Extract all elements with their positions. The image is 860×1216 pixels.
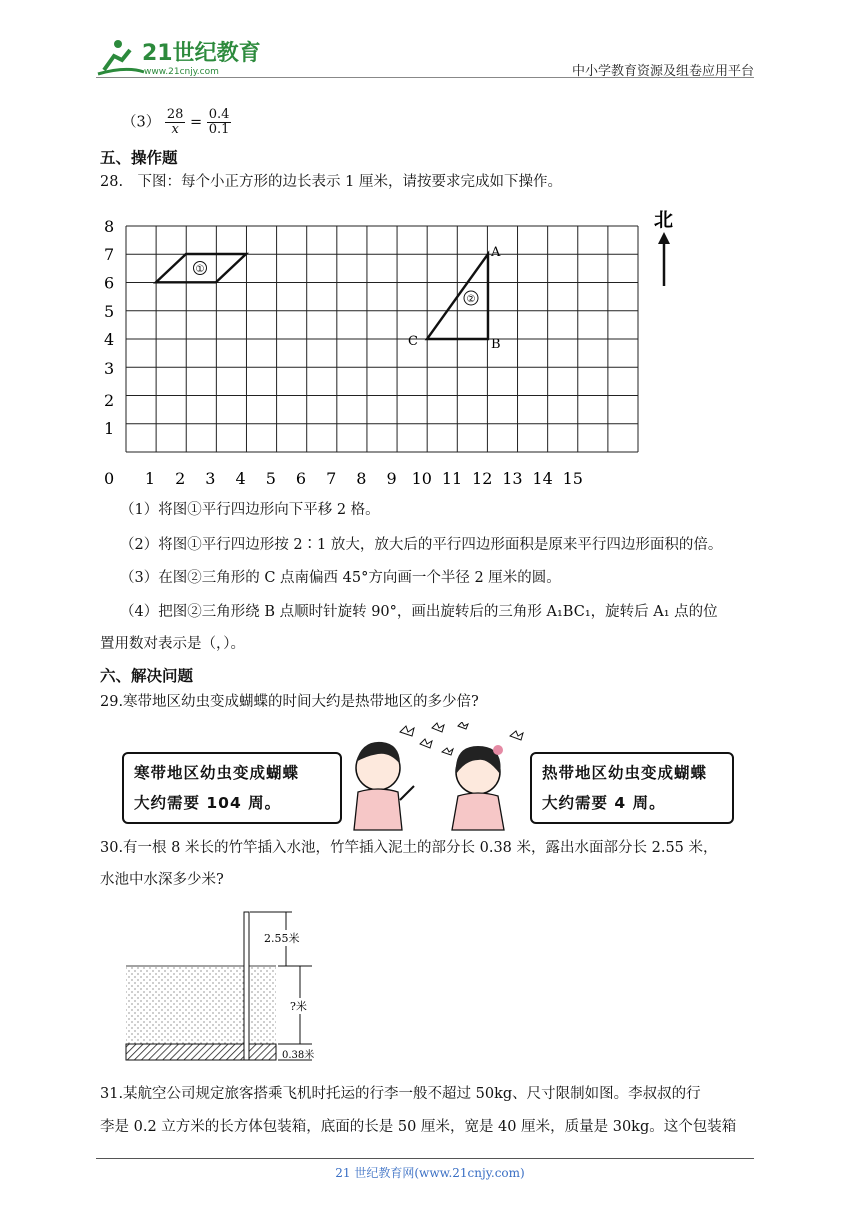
fraction-right: $\frac{0.4}{0.1}$ [208,107,230,137]
q27-label: （3） [122,114,161,131]
logo-title: 21世纪教育 [142,41,261,66]
bamboo-pole [244,912,249,1060]
x-tick-label: 12 [472,469,493,488]
x-tick-label: 11 [441,469,463,488]
x-tick-label: 4 [235,469,246,488]
y-tick-label: 2 [104,391,115,410]
section-title-solve: 六、解决问题 [100,667,194,685]
x-tick-label: 8 [356,469,367,488]
q28-stem: 28. 下图：每个小正方形的边长表示 1 厘米，请按要求完成如下操作。 [100,174,563,190]
point-a-label: A [491,245,501,260]
children-illustration [338,722,528,832]
q28-sub3: （3）在图②三角形的 C 点南偏西 45°方向画一个半径 2 厘米的圆。 [120,570,561,586]
x-tick-label: 3 [205,469,216,488]
y-tick-label: 4 [104,330,115,349]
pool-diagram [118,906,338,1070]
mud-layer [126,1044,276,1060]
shape2-label: ② [466,294,476,305]
x-tick-label: 15 [562,469,583,488]
q28-sub4-line2: 置用数对表示是（，）。 [100,636,245,652]
x-tick-label: 5 [265,469,276,488]
y-tick-label: 1 [104,419,115,438]
logo-url: www.21cnjy.com [144,67,219,77]
speech-bubble-cold: 寒带地区幼虫变成蝴蝶 大约需要 104 周。 [122,752,342,824]
north-label: 北 [654,209,674,231]
x-tick-label: 10 [411,469,432,488]
y-tick-label: 5 [104,302,115,321]
y-tick-label: 8 [104,217,115,236]
q27-part3 [122,108,231,137]
dim-label-middle: ?米 [290,1000,307,1013]
y-tick-label: 7 [104,245,115,264]
x-tick-label: 14 [532,469,553,488]
girl-shirt [452,793,504,830]
x-tick-label: 1 [144,469,156,488]
q28-sub4-line1: （4）把图②三角形绕 B 点顺时针旋转 90°，画出旋转后的三角形 A₁BC₁，旋转后 A₁ 点的位 [120,604,718,620]
speech-bubble-tropical: 热带地区幼虫变成蝴蝶 大约需要 4 周。 [530,752,734,824]
boy-arm [400,786,414,800]
footer-link[interactable]: 21 世纪教育网(www.21cnjy.com) [335,1166,525,1180]
q30-stem-line1: 30.有一根 8 米长的竹竿插入水池，竹竿插入泥土的部分长 0.38 米，露出水面部分长 2.55 米， [100,840,718,856]
section-title-operation: 五、操作题 [100,149,178,167]
shape1-label: ① [195,264,205,275]
y-tick-label: 0 [104,469,115,488]
header-platform-text: 中小学教育资源及组卷应用平台 [571,64,754,79]
y-tick-label: 6 [104,273,115,293]
equals-sign: = [190,114,203,131]
footer-divider [96,1158,754,1159]
north-arrow-icon [658,232,670,244]
q30-stem-line2: 水池中水深多少米? [100,872,224,888]
y-tick-label: 3 [104,359,115,378]
q31-stem-line1: 31.某航空公司规定旅客搭乘飞机时托运的行李一般不超过 50kg、尺寸限制如图。李叔叔的行 [100,1086,701,1102]
dim-label-bottom: 0.38米 [282,1050,315,1061]
butterflies-icon [400,722,523,755]
dim-label-top: 2.55米 [264,932,300,945]
water-region [126,966,276,1044]
x-tick-label: 7 [326,469,337,488]
girl-hair-bow [493,745,503,755]
q29-stem: 29.寒带地区幼虫变成蝴蝶的时间大约是热带地区的多少倍? [100,694,479,710]
point-b-label: B [491,337,501,352]
q31-stem-line2: 李是 0.2 立方米的长方体包装箱，底面的长是 50 厘米，宽是 40 厘米，质量是 30kg。这个包装箱 [100,1119,737,1135]
point-c-label: C [408,334,418,349]
boy-shirt [354,789,402,830]
site-logo [96,36,266,78]
grid-figure [96,200,696,496]
q28-sub1: （1）将图①平行四边形向下平移 2 格。 [120,502,380,518]
x-tick-label: 6 [295,469,307,488]
header-divider [96,77,754,78]
q28-sub2: （2）将图①平行四边形按 2∶1 放大，放大后的平行四边形面积是原来平行四边形面积的倍。 [120,537,723,553]
x-tick-label: 13 [502,469,523,488]
x-tick-label: 9 [386,469,397,488]
x-tick-label: 2 [175,469,186,488]
fraction-left: $\frac{28}{x}$ [166,107,184,137]
